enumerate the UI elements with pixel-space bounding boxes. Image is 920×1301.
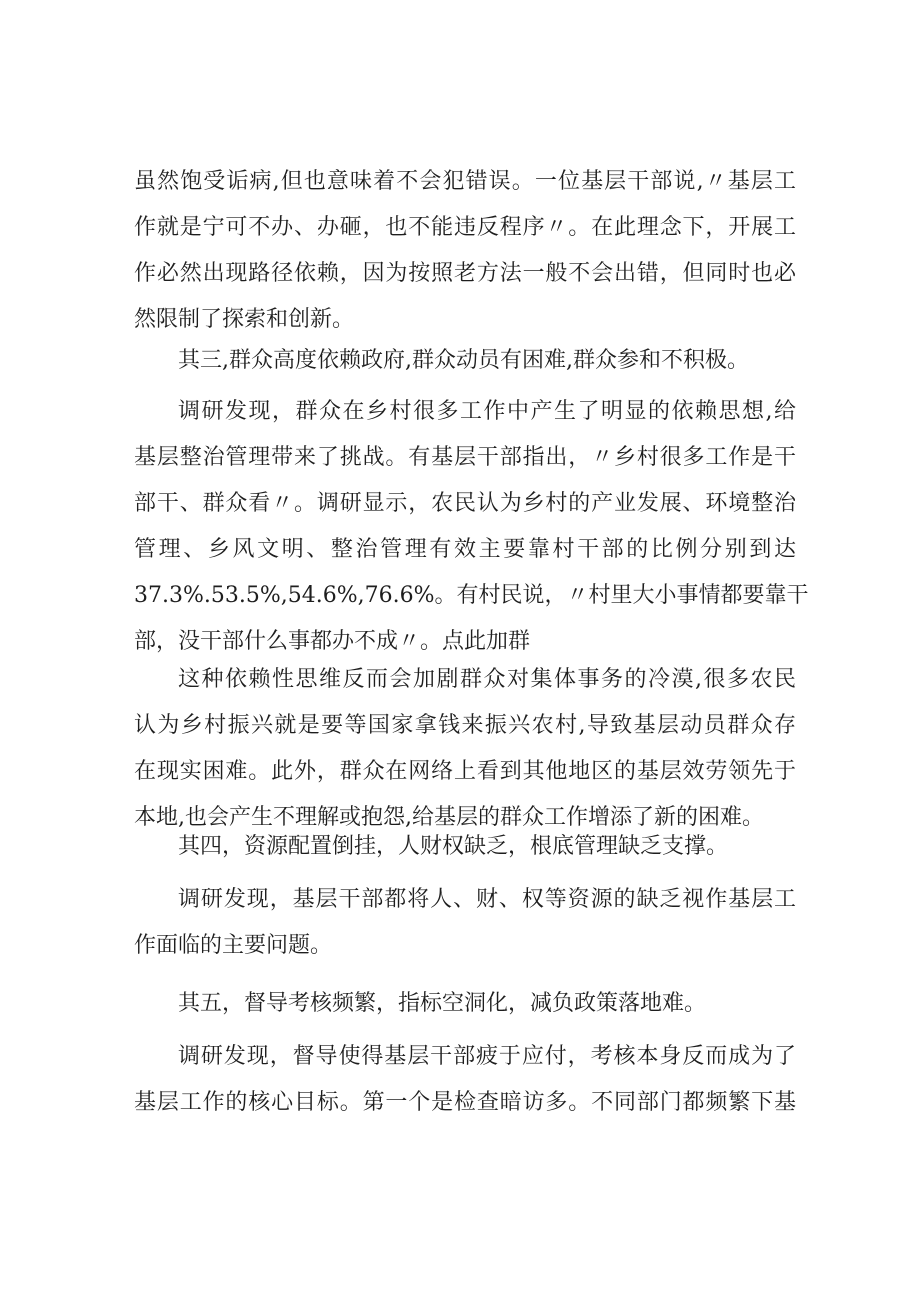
paragraph-7-heading	[134, 981, 796, 1027]
text-line: 基层整治管理带来了挑战。有基层干部指出，〃乡村很多工作是干	[134, 445, 796, 470]
text-line: 37.3%.53.5%,54.6%,76.6%。有村民说，〃村里大小事情都要靠干	[134, 583, 809, 608]
paragraph-3	[134, 389, 809, 665]
text-line: 作就是宁可不办、办砸，也不能违反程序〃。在此理念下，开展工	[134, 215, 796, 240]
text-line: 管理、乡风文明、整治管理有效主要靠村干部的比例分别到达	[134, 537, 796, 562]
text-line: 在现实困难。此外，群众在网络上看到其他地区的基层效劳领先于	[134, 759, 796, 784]
text-line: 部，没干部什么事都办不成〃。点此加群	[134, 629, 531, 654]
text-line: 本地,也会产生不理解或抱怨,给基层的群众工作增添了新的困难。	[134, 805, 764, 830]
paragraph-8	[134, 1034, 796, 1126]
text-line: 作面临的主要问题。	[134, 933, 333, 958]
text-line: 调研发现，群众在乡村很多工作中产生了明显的依赖思想,给	[178, 399, 796, 424]
text-line: 其五，督导考核频繁，指标空洞化，减负政策落地难。	[178, 991, 707, 1016]
paragraph-1	[134, 159, 796, 343]
text-line: 调研发现，督导使得基层干部疲于应付，考核本身反而成为了	[178, 1044, 796, 1069]
text-line: 认为乡村振兴就是要等国家拿钱来振兴农村,导致基层动员群众存	[134, 713, 796, 738]
paragraph-4	[134, 657, 796, 841]
text-line: 其四，资源配置倒挂，人财权缺乏，根底管理缺乏支撑。	[178, 834, 729, 859]
paragraph-2-heading	[134, 338, 796, 384]
text-line: 然限制了探索和创新。	[134, 307, 355, 332]
paragraph-5-heading	[134, 824, 796, 870]
text-line: 虽然饱受诟病,但也意味着不会犯错误。一位基层干部说,〃基层工	[134, 169, 796, 194]
text-line: 这种依赖性思维反而会加剧群众对集体事务的冷漠,很多农民	[178, 667, 796, 692]
text-line: 部干、群众看〃。调研显示，农民认为乡村的产业发展、环境整治	[134, 491, 796, 516]
text-line: 基层工作的核心目标。第一个是检查暗访多。不同部门都频繁下基	[134, 1090, 796, 1115]
text-line: 其三,群众高度依赖政府,群众动员有困难,群众参和不积极。	[178, 348, 749, 373]
text-line: 作必然出现路径依赖，因为按照老方法一般不会出错，但同时也必	[134, 261, 796, 286]
paragraph-6	[134, 877, 796, 969]
text-line: 调研发现，基层干部都将人、财、权等资源的缺乏视作基层工	[178, 887, 796, 912]
